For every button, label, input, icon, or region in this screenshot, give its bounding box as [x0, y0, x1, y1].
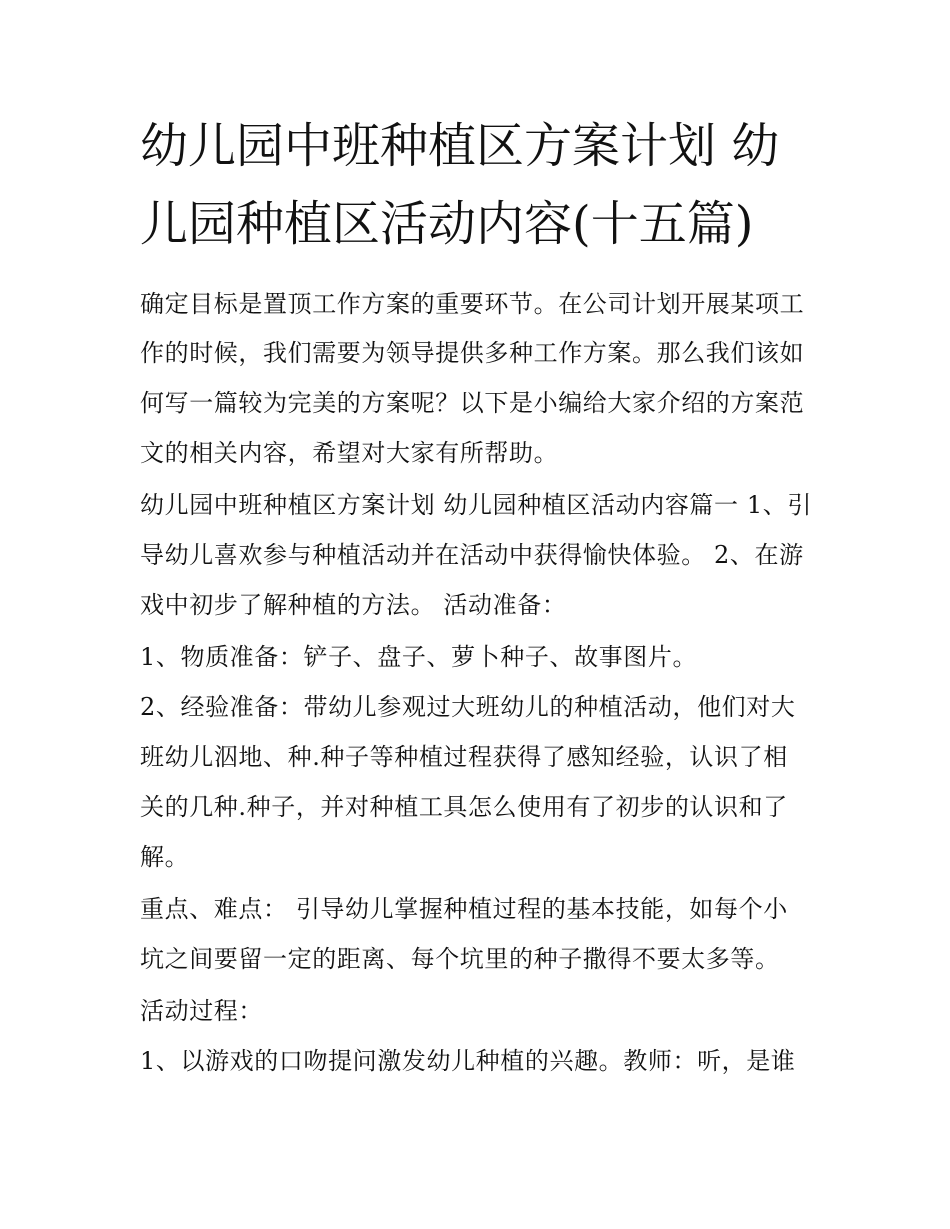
body-line: 导幼儿喜欢参与种植活动并在活动中获得愉快体验。 2、在游	[140, 541, 804, 569]
body-line: 2、经验准备：带幼儿参观过大班幼儿的种植活动，他们对大	[140, 693, 796, 721]
title-line: 儿园种植区活动内容(十五篇)	[140, 196, 754, 252]
body-line: 1、物质准备：铲子、盘子、萝卜种子、故事图片。	[140, 643, 698, 671]
body-line: 坑之间要留一定的距离、每个坑里的种子撒得不要太多等。	[140, 945, 780, 973]
body-line: 活动过程：	[140, 997, 263, 1025]
body-line: 确定目标是置顶工作方案的重要环节。在公司计划开展某项工	[140, 290, 805, 318]
body-line: 幼儿园中班种植区方案计划 幼儿园种植区活动内容篇一 1、引	[140, 491, 812, 519]
body-line: 何写一篇较为完美的方案呢？以下是小编给大家介绍的方案范	[140, 389, 805, 417]
body-line: 作的时候，我们需要为领导提供多种工作方案。那么我们该如	[140, 339, 805, 367]
body-line: 1、以游戏的口吻提问激发幼儿种植的兴趣。教师：听，是谁	[140, 1047, 796, 1075]
body-line: 班幼儿泅地、种.种子等种植过程获得了感知经验，认识了相	[140, 743, 788, 771]
body-line: 戏中初步了解种植的方法。 活动准备：	[140, 591, 567, 619]
body-line: 关的几种.种子，并对种植工具怎么使用有了初步的认识和了	[140, 793, 788, 821]
body-line: 文的相关内容，希望对大家有所帮助。	[140, 439, 559, 467]
title-line: 幼儿园中班种植区方案计划 幼	[140, 118, 780, 174]
body-line: 解。	[140, 843, 190, 871]
body-line: 重点、难点： 引导幼儿掌握种植过程的基本技能，如每个小	[140, 895, 788, 923]
